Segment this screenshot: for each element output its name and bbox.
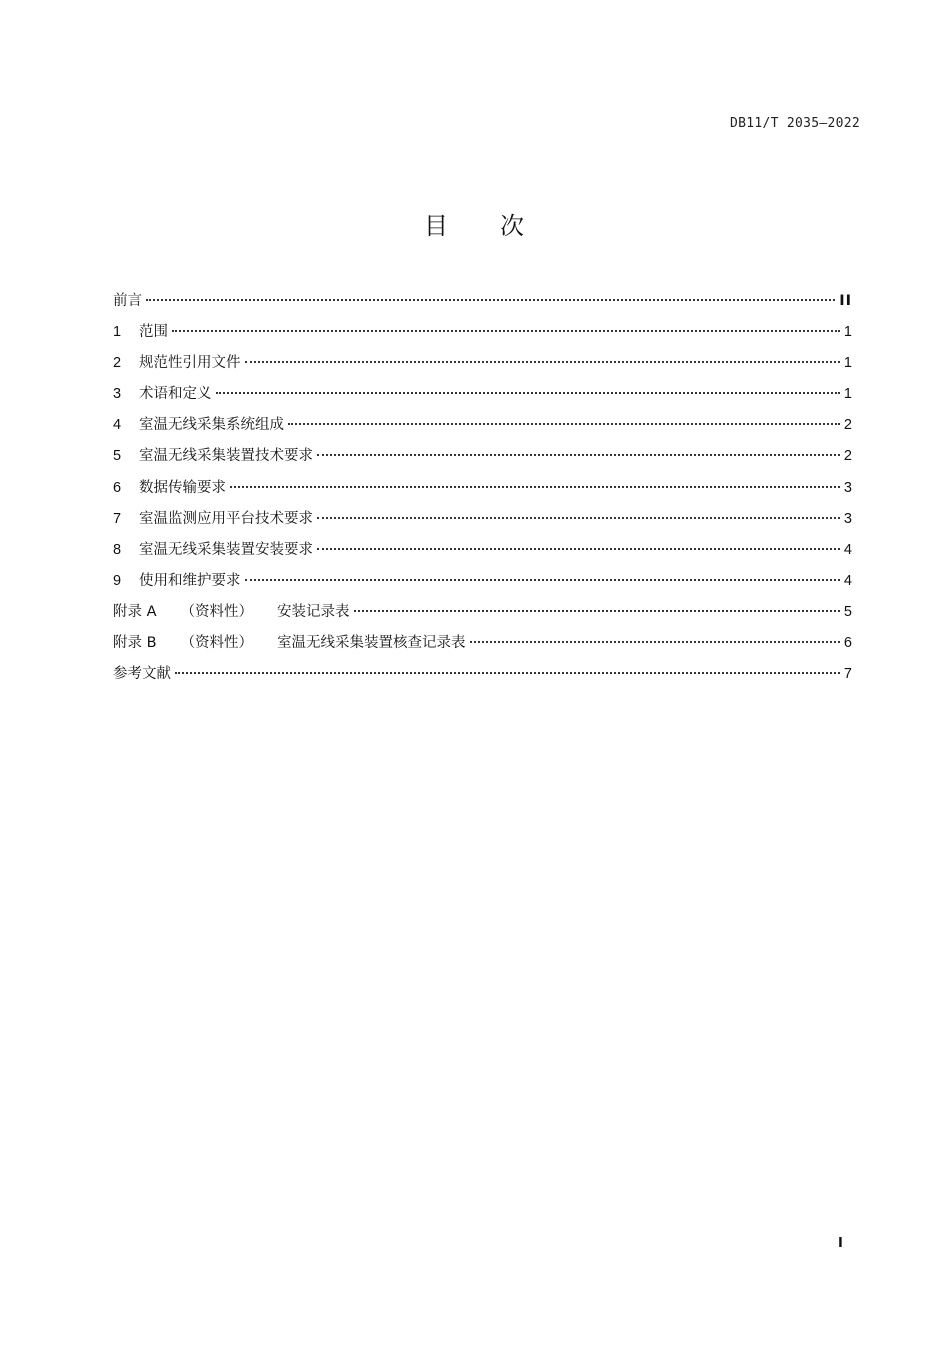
toc-entry-page: 5 [843, 603, 852, 620]
toc-entry-label: 室温无线采集装置技术要求 [139, 448, 313, 465]
toc-leader-dots [354, 610, 840, 612]
toc-entry-label: 前言 [113, 293, 142, 309]
toc-leader-dots [245, 579, 840, 581]
toc-entry-page: 1 [843, 386, 852, 403]
toc-entry-label: 附录 A [113, 603, 157, 620]
page-title [0, 206, 950, 241]
toc-leader-dots [216, 392, 840, 394]
toc-entry-appendix-title: 安装记录表 [277, 603, 350, 620]
toc-entry-label: 术语和定义 [139, 386, 212, 403]
page-number: I [838, 1236, 843, 1251]
toc-entry-label: 参考文献 [113, 666, 171, 683]
toc-entry-appendix-a[interactable] [113, 597, 852, 628]
toc-entry-1[interactable] [113, 317, 852, 348]
toc-entry-appendix-b[interactable] [113, 628, 852, 659]
toc-entry-label: 使用和维护要求 [139, 572, 241, 589]
toc-entry-6[interactable] [113, 473, 852, 504]
toc-entry-references[interactable] [113, 659, 852, 690]
toc-entry-number: 8 [113, 541, 122, 558]
toc-entry-number: 6 [113, 479, 122, 496]
toc-entry-appendix-title: 室温无线采集装置核查记录表 [277, 635, 466, 652]
page-title-char-2: 次 [500, 212, 526, 240]
toc-entry-label: 附录 B [113, 635, 157, 652]
toc-entry-number: 5 [113, 448, 122, 465]
toc-entry-number: 7 [113, 510, 122, 527]
page-title-char-1: 目 [424, 212, 450, 240]
toc-leader-dots [470, 641, 840, 643]
toc-entry-page: 2 [843, 448, 852, 465]
toc-leader-dots [175, 672, 840, 674]
toc-leader-dots [317, 454, 840, 456]
page-header-standard-code: DB11/T 2035—2022 [729, 116, 860, 131]
toc-entry-page: 1 [843, 355, 852, 372]
toc-leader-dots [317, 548, 840, 550]
toc-leader-dots [245, 361, 840, 363]
toc-entry-9[interactable] [113, 566, 852, 597]
toc-entry-page: 2 [843, 417, 852, 434]
toc-entry-page: 7 [843, 666, 852, 683]
toc-entry-label: 规范性引用文件 [139, 355, 241, 372]
toc-entry-appendix-type: （资料性） [180, 635, 254, 652]
toc-entry-page: 1 [843, 324, 852, 341]
toc-leader-dots [230, 486, 840, 488]
toc-entry-page: 3 [843, 479, 852, 496]
table-of-contents [113, 286, 852, 690]
toc-entry-page: 4 [843, 541, 852, 558]
toc-leader-dots [172, 330, 840, 332]
toc-leader-dots [317, 517, 840, 519]
toc-entry-label: 室温无线采集装置安装要求 [139, 541, 313, 558]
toc-entry-foreword[interactable] [113, 286, 852, 317]
toc-entry-number: 4 [113, 417, 122, 434]
toc-entry-page: 6 [843, 635, 852, 652]
toc-leader-dots [146, 299, 835, 301]
toc-entry-label: 室温监测应用平台技术要求 [139, 510, 313, 527]
toc-entry-4[interactable] [113, 410, 852, 441]
toc-entry-5[interactable] [113, 441, 852, 472]
toc-entry-2[interactable] [113, 348, 852, 379]
toc-entry-7[interactable] [113, 504, 852, 535]
toc-entry-8[interactable] [113, 535, 852, 566]
toc-entry-label: 数据传输要求 [139, 479, 226, 496]
toc-entry-label: 范围 [139, 324, 168, 341]
toc-entry-number: 3 [113, 386, 122, 403]
toc-entry-number: 1 [113, 324, 122, 341]
toc-entry-page: 4 [843, 572, 852, 589]
toc-entry-3[interactable] [113, 379, 852, 410]
toc-entry-number: 9 [113, 572, 122, 589]
toc-entry-page: 3 [843, 510, 852, 527]
toc-entry-number: 2 [113, 355, 122, 372]
toc-leader-dots [288, 423, 840, 425]
toc-entry-page: II [839, 293, 852, 309]
toc-entry-label: 室温无线采集系统组成 [139, 417, 284, 434]
toc-entry-appendix-type: （资料性） [180, 603, 254, 620]
